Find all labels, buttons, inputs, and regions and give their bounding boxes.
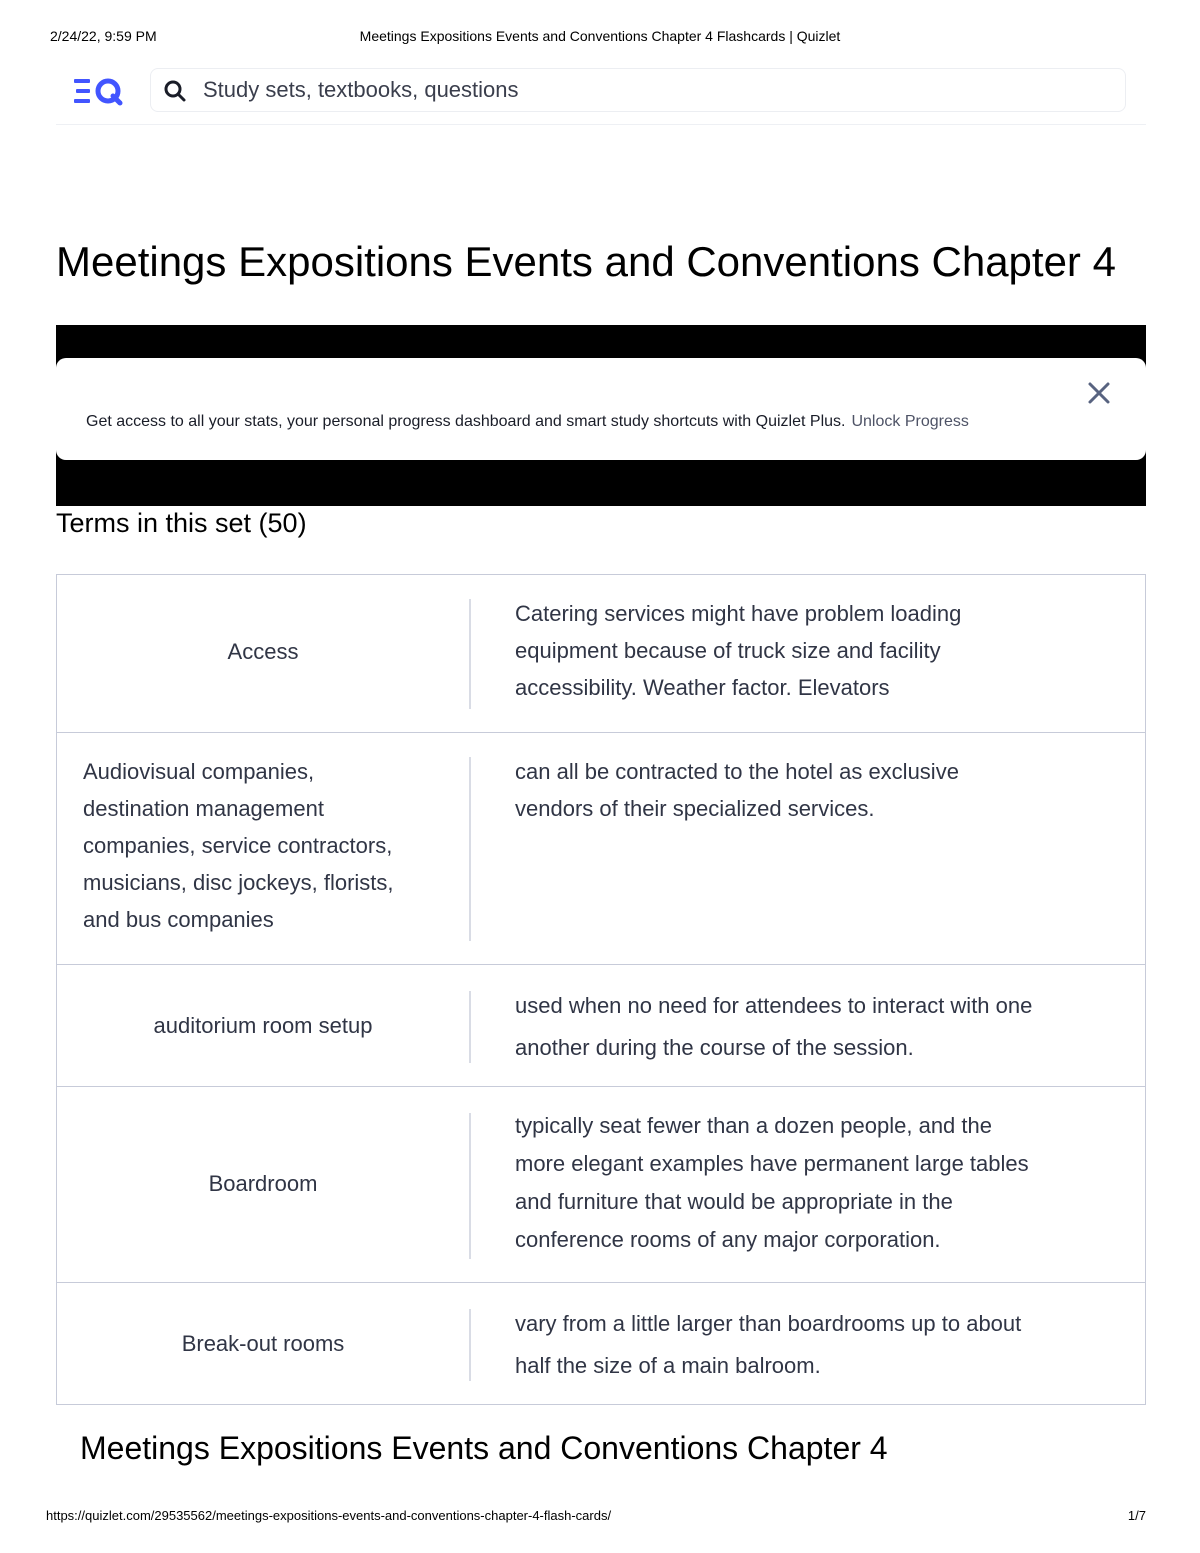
definition-text bbox=[515, 1107, 1075, 1259]
row-divider bbox=[469, 599, 471, 709]
term-text: Break-out rooms bbox=[181, 1331, 345, 1356]
unlock-progress-link[interactable]: Unlock Progress bbox=[851, 413, 969, 430]
promo-banner bbox=[56, 358, 1146, 460]
close-icon bbox=[1086, 380, 1112, 406]
term-row[interactable] bbox=[57, 575, 1145, 733]
definition-text bbox=[515, 1303, 1075, 1387]
top-navigation-bar bbox=[56, 66, 1146, 125]
definition-line: accessibility. Weather factor. Elevators bbox=[515, 675, 890, 700]
print-header bbox=[50, 28, 1150, 48]
search-icon[interactable] bbox=[163, 79, 187, 103]
definition-text bbox=[515, 985, 1075, 1069]
definition-line: used when no need for attendees to interact with one bbox=[515, 993, 1033, 1018]
definition-line: more elegant examples have permanent large tables bbox=[515, 1151, 1029, 1176]
term-line: companies, service contractors, bbox=[83, 833, 393, 858]
definition-line: can all be contracted to the hotel as exclusive bbox=[515, 759, 959, 784]
promo-text: Get access to all your stats, your personal progress dashboard and smart study shortcuts with Quizlet Plus. bbox=[86, 413, 846, 430]
search-bar bbox=[150, 68, 1126, 112]
term-row[interactable] bbox=[57, 1087, 1145, 1283]
definition-line: conference rooms of any major corporation. bbox=[515, 1227, 941, 1252]
definition-line: typically seat fewer than a dozen people, and the bbox=[515, 1113, 992, 1138]
print-url: https://quizlet.com/29535562/meetings-expositions-events-and-conventions-chapter-4-flash-cards/ bbox=[46, 1508, 612, 1523]
definition-line: and furniture that would be appropriate in the bbox=[515, 1189, 953, 1214]
term-text: auditorium room setup bbox=[153, 1013, 373, 1038]
term-text: Access bbox=[227, 639, 299, 664]
print-datetime: 2/24/22, 9:59 PM bbox=[50, 28, 157, 44]
term-line: and bus companies bbox=[83, 907, 274, 932]
close-promo-button[interactable] bbox=[1086, 380, 1112, 406]
set-title-footer: Meetings Expositions Events and Conventions Chapter 4 bbox=[80, 1430, 888, 1466]
row-divider bbox=[469, 757, 471, 941]
print-doc-title: Meetings Expositions Events and Conventions Chapter 4 Flashcards | Quizlet bbox=[359, 28, 841, 44]
term-row[interactable] bbox=[57, 965, 1145, 1087]
term-text bbox=[57, 753, 463, 938]
definition-line: Catering services might have problem loading bbox=[515, 601, 962, 626]
definition-line: equipment because of truck size and facility bbox=[515, 638, 941, 663]
promo-message bbox=[86, 413, 969, 431]
term-row[interactable] bbox=[57, 733, 1145, 965]
terms-table bbox=[56, 574, 1146, 1405]
definition-line: half the size of a main balroom. bbox=[515, 1353, 821, 1378]
terms-heading: Terms in this set (50) bbox=[56, 508, 307, 538]
definition-line: vary from a little larger than boardrooms up to about bbox=[515, 1311, 1022, 1336]
page-title: Meetings Expositions Events and Conventions Chapter 4 bbox=[56, 238, 1116, 285]
definition-line: vendors of their specialized services. bbox=[515, 796, 875, 821]
term-line: destination management bbox=[83, 796, 324, 821]
term-line: Audiovisual companies, bbox=[83, 759, 315, 784]
search-input[interactable] bbox=[201, 73, 1105, 107]
definition-text bbox=[515, 595, 1075, 706]
quizlet-logo-icon[interactable] bbox=[72, 76, 128, 106]
term-line: musicians, disc jockeys, florists, bbox=[83, 870, 394, 895]
row-divider bbox=[469, 991, 471, 1063]
term-text: Boardroom bbox=[208, 1171, 318, 1196]
definition-line: another during the course of the session. bbox=[515, 1035, 914, 1060]
page-number: 1/7 bbox=[1127, 1508, 1146, 1523]
row-divider bbox=[469, 1309, 471, 1381]
definition-text bbox=[515, 753, 1075, 827]
print-footer bbox=[46, 1508, 1146, 1523]
term-row[interactable] bbox=[57, 1283, 1145, 1405]
row-divider bbox=[469, 1113, 471, 1259]
